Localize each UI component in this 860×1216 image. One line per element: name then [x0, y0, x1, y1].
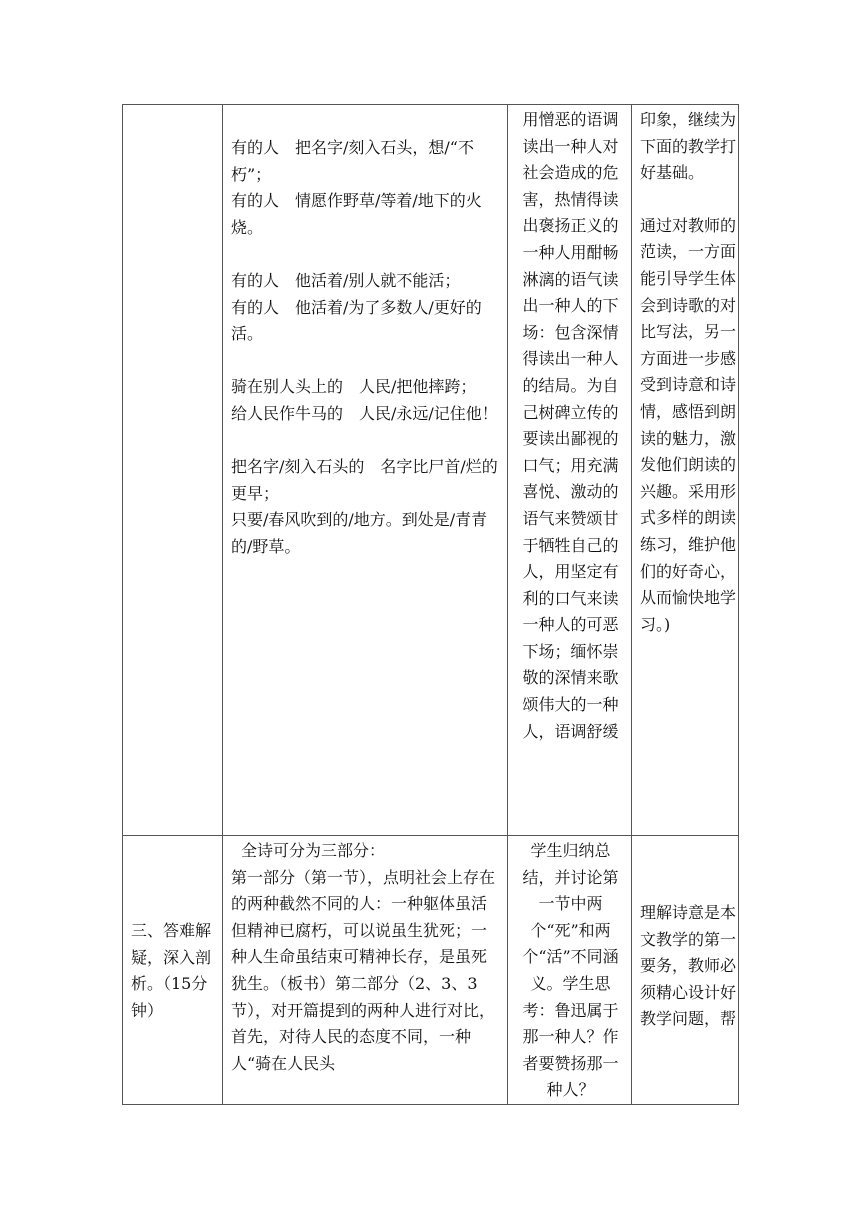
poem-line: 有的人 他活着/别人就不能活；	[231, 270, 461, 290]
design-intent-cell	[632, 105, 739, 836]
poem-line: 骑在别人头上的 人民/把他摔跨；	[231, 377, 477, 397]
stage-cell	[123, 105, 223, 836]
poem-line: 有的人 把名字/刻入石头，想/“不朽”；	[231, 138, 474, 184]
design-intent-text: 印象，继续为下面的教学打好基础。	[640, 110, 737, 183]
design-intent-cell	[632, 836, 739, 1105]
table-row	[123, 105, 739, 836]
content-text: 第一部分（第一节），点明社会上存在的两种截然不同的人：一种躯体虽活但精神已腐朽，可以说虽生犹死；一种人生命虽结束可精神长存，是虽死犹生。（板书）第二部分（2、3、3节），对开篇提到的两种人进行对比，首先，对待人民的态度不同，一种人“骑在人民头	[231, 867, 496, 1073]
lesson-plan-table	[122, 104, 739, 1105]
poem-line: 给人民作牛马的 人民/永远/记住他！	[231, 403, 498, 423]
student-activity-cell	[508, 836, 632, 1105]
design-intent-text: 通过对教师的范读，一方面能引导学生体会到诗歌的对比写法，另一方面进一步感受到诗意和诗情，感悟到朗读的魅力，激发他们朗读的兴趣。采用形式多样的朗读练习，维护他们的好奇心，从而愉快地学习。)	[640, 215, 737, 634]
poem-line: 有的人 他活着/为了多数人/更好的活。	[231, 297, 482, 344]
student-activity-text: 用憎恶的语调读出一种人对社会造成的危害，热情得读出褒扬正义的一种人用酣畅淋漓的语气读出一种人的下场：包含深情得读出一种人的结局。为自己树碑立传的要读出鄙视的口气；用充满喜悦、激动的语气来赞颂甘于牺牲自己的人，用坚定有利的口气来读一种人的可恶下场；缅怀崇敬的深情来歌颂伟大的一种人，语调舒缓	[522, 110, 619, 741]
student-activity-text: 学生归纳总结，并讨论第一节中两个“死”和两个“活”不同涵义。学生思考：鲁迅属于那一种人？作者要赞扬那一种人？	[522, 841, 619, 1100]
stage-text: 三、答难解疑，深入剖析。（15分钟）	[131, 921, 212, 1020]
poem-line: 有的人 情愿作野草/等着/地下的火烧。	[231, 191, 482, 237]
student-activity-cell	[508, 105, 632, 836]
poem-line: 只要/春风吹到的/地方。到处是/青青的/野草。	[231, 510, 488, 556]
stage-cell	[123, 836, 223, 1105]
poem-line: 把名字/刻入石头的 名字比尸首/烂的更早；	[231, 457, 498, 503]
content-intro: 全诗可分为三部分：	[241, 841, 386, 860]
table-row	[123, 836, 739, 1105]
content-cell	[223, 836, 508, 1105]
design-intent-text: 理解诗意是本文教学的第一要务，教师必须精心设计好教学问题，帮	[640, 903, 737, 1029]
poem-cell	[223, 105, 508, 836]
